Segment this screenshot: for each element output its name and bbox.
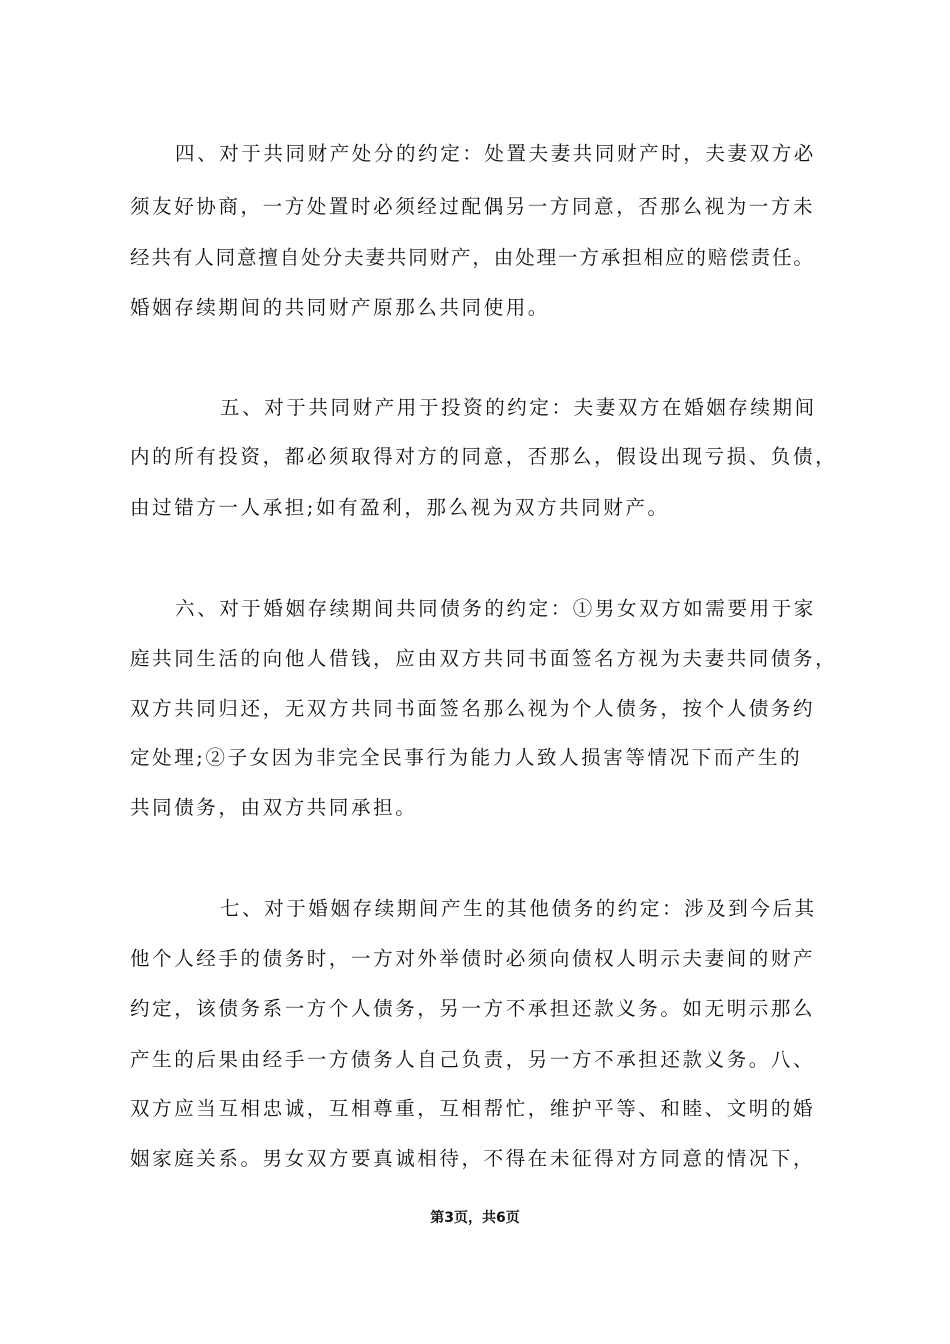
paragraph-5-line-3: 由过错方一人承担;如有盈利，那么视为双方共同财产。 <box>130 496 670 519</box>
paragraph-7-line-4: 产生的后果由经手一方债务人自己负责，另一方不承担还款义务。八、 <box>130 1048 816 1071</box>
paragraph-7-line-1: 七、对于婚姻存续期间产生的其他债务的约定：涉及到今后其 <box>220 897 817 920</box>
paragraph-5-line-1: 五、对于共同财产用于投资的约定：夫妻双方在婚姻存续期间 <box>220 396 817 419</box>
paragraph-4-line-1: 四、对于共同财产处分的约定：处置夫妻共同财产时，夫妻双方必 <box>175 142 816 165</box>
paragraph-5-line-2: 内的所有投资，都必须取得对方的同意，否那么，假设出现亏损、负债， <box>130 445 838 468</box>
paragraph-7-line-2: 他个人经手的债务时，一方对外举债时必须向债权人明示夫妻间的财产 <box>130 947 816 970</box>
paragraph-7-line-3: 约定，该债务系一方个人债务，另一方不承担还款义务。如无明示那么 <box>130 997 816 1020</box>
paragraph-4-line-3: 经共有人同意擅自处分夫妻共同财产，由处理一方承担相应的赔偿责任。 <box>130 246 815 269</box>
paragraph-6-line-3: 双方共同归还，无双方共同书面签名那么视为个人债务，按个人债务约 <box>130 697 816 720</box>
paragraph-7-line-6: 姻家庭关系。男女双方要真诚相待，不得在未征得对方同意的情况下， <box>130 1147 816 1170</box>
paragraph-6-line-5: 共同债务，由双方共同承担。 <box>130 796 418 819</box>
paragraph-7-line-5: 双方应当互相忠诚，互相尊重，互相帮忙，维护平等、和睦、文明的婚 <box>130 1097 816 1120</box>
paragraph-4-line-4: 婚姻存续期间的共同财产原那么共同使用。 <box>130 296 550 319</box>
paragraph-6-line-2: 庭共同生活的向他人借钱，应由双方共同书面签名方视为夫妻共同债务， <box>130 647 838 670</box>
paragraph-4-line-2: 须友好协商，一方处置时必须经过配偶另一方同意，否那么视为一方未 <box>130 195 816 218</box>
paragraph-6-line-1: 六、对于婚姻存续期间共同债务的约定：①男女双方如需要用于家 <box>175 597 816 620</box>
page-number-footer: 第3页，共6页 <box>430 1210 520 1226</box>
paragraph-6-line-4: 定处理;②子女因为非完全民事行为能力人致人损害等情况下而产生的 <box>130 746 803 769</box>
